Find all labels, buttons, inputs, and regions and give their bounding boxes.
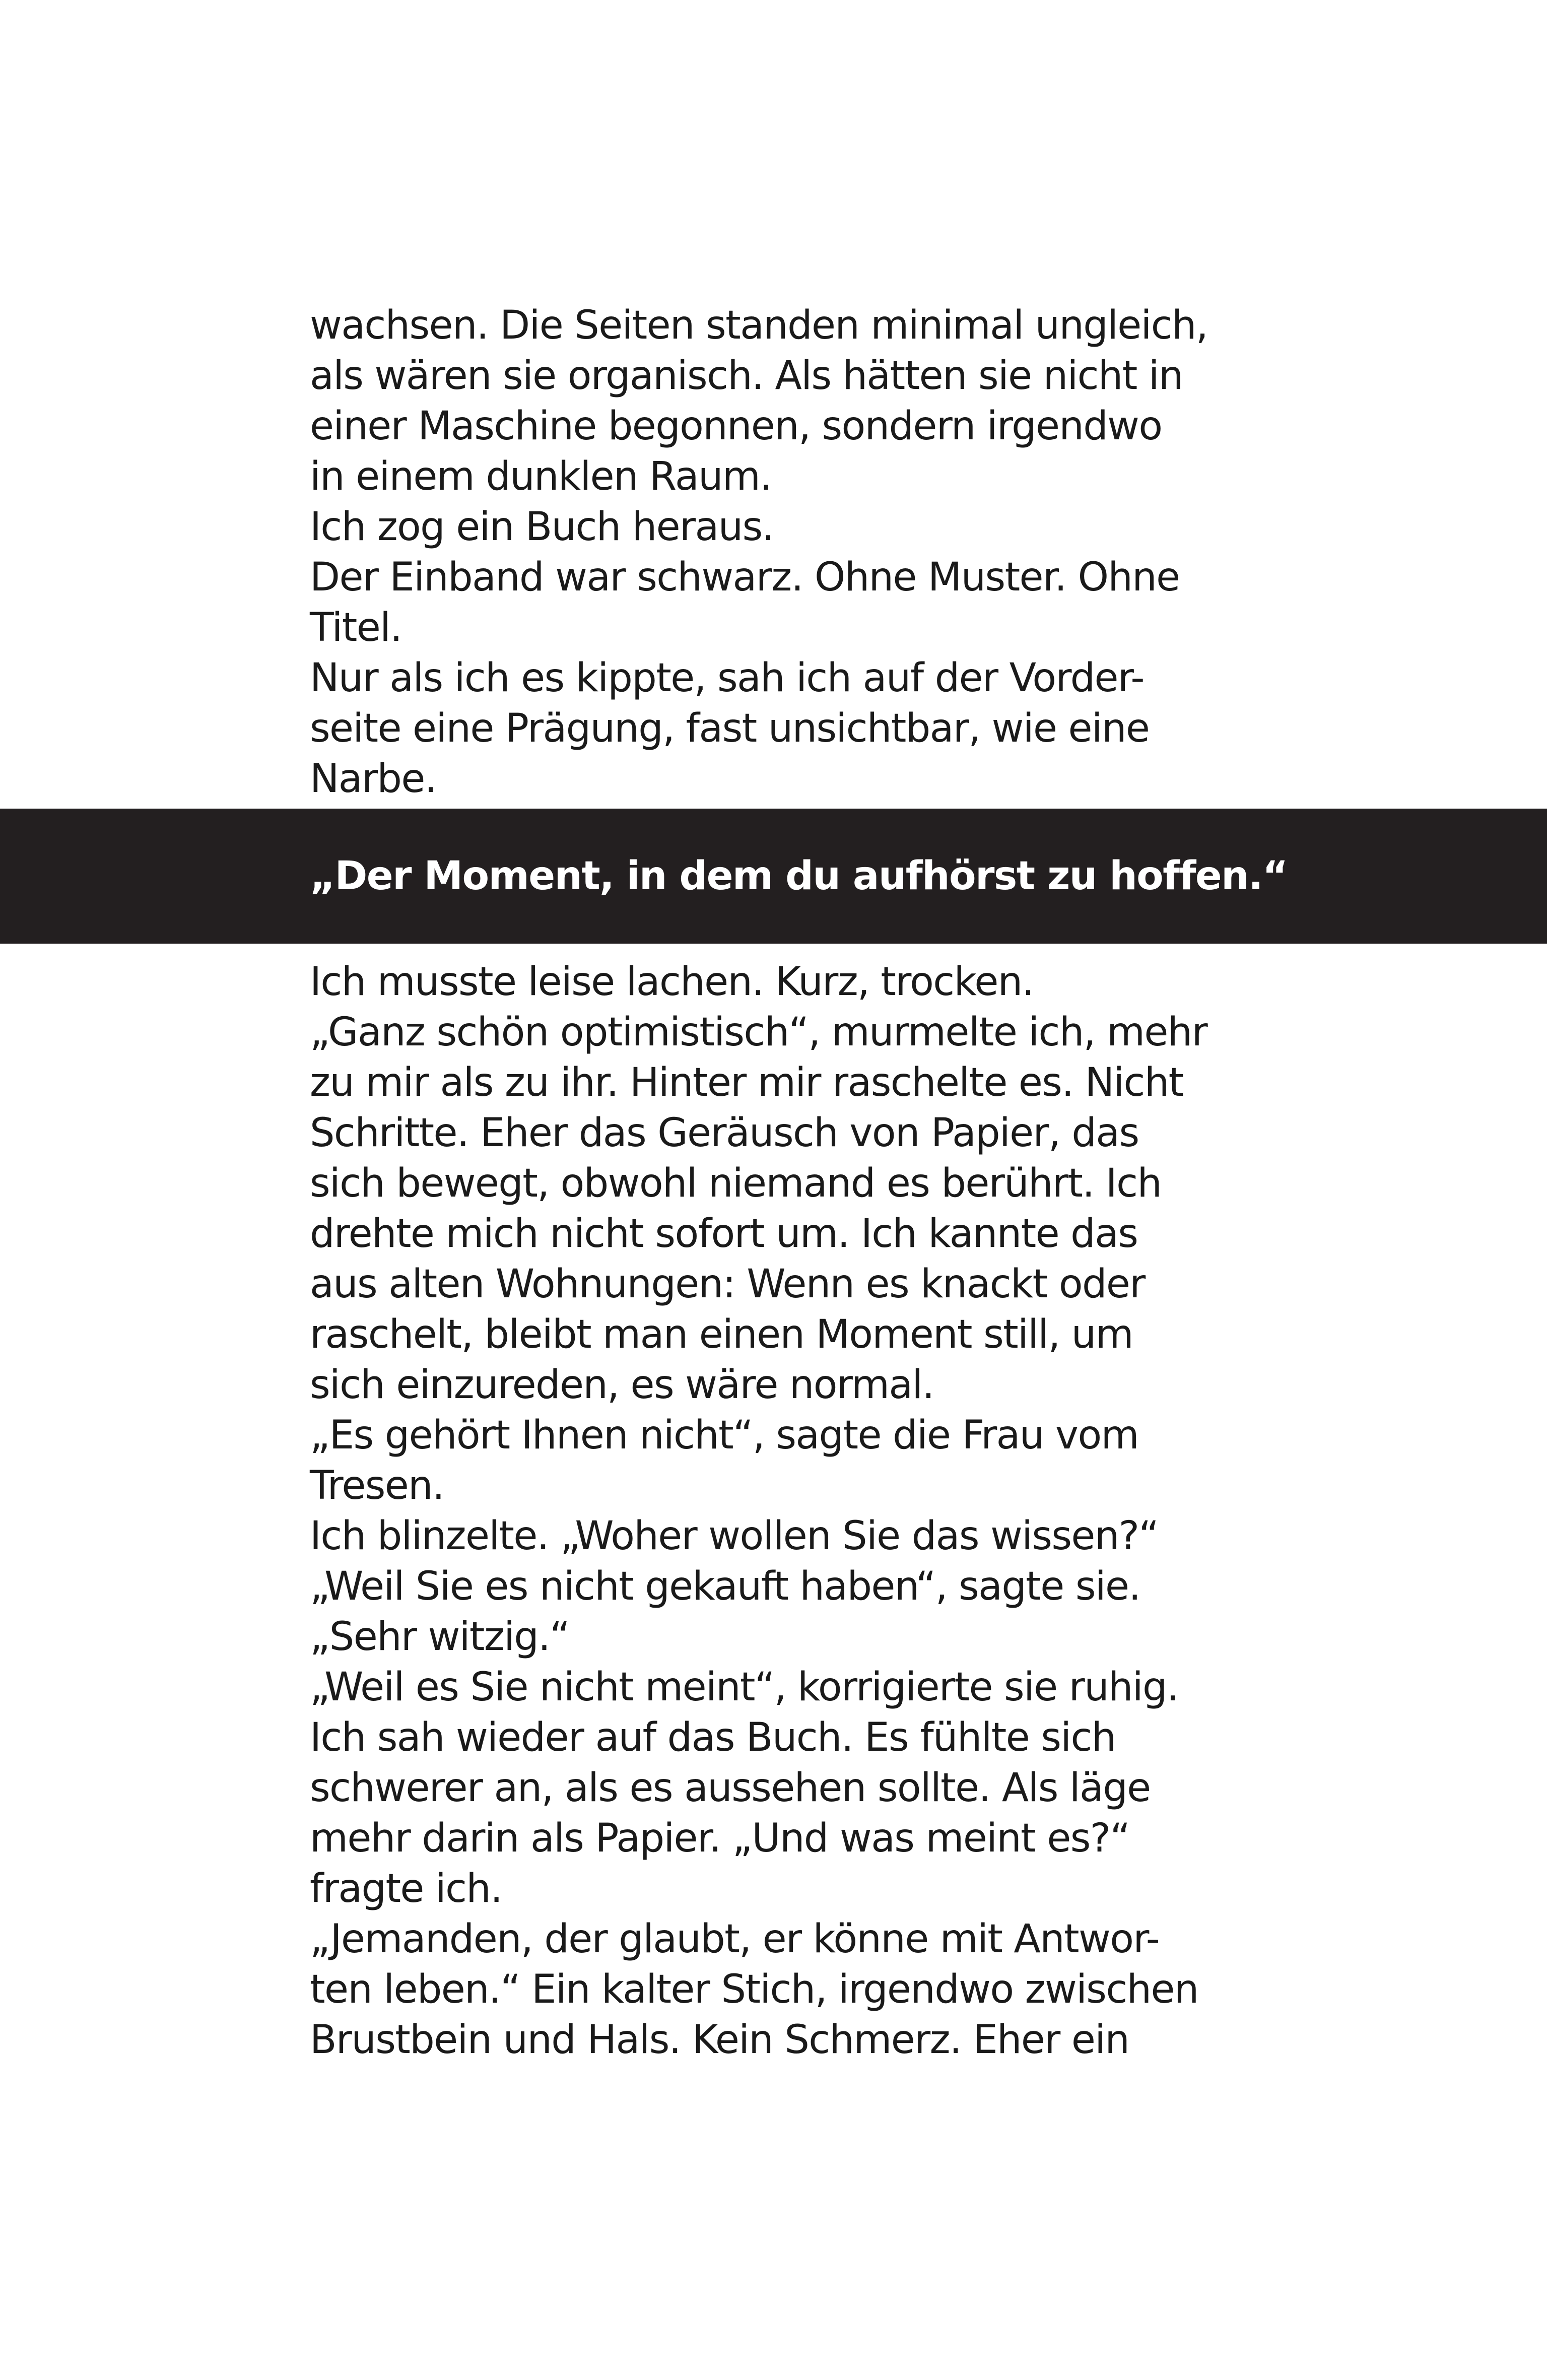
text-line: „Jemanden, der glaubt, er könne mit Antwor- — [310, 1916, 1160, 1962]
pull-quote: „Der Moment, in dem du aufhörst zu hoffen.“ — [310, 853, 1288, 899]
text-line: einer Maschine begonnen, sondern irgendwo — [310, 404, 1162, 449]
text-line: Tresen. — [310, 1463, 444, 1508]
text-line: fragte ich. — [310, 1866, 502, 1911]
body-text-bottom — [310, 957, 1267, 2065]
quote-band — [0, 809, 1547, 944]
text-line: „Sehr witzig.“ — [310, 1614, 570, 1660]
text-line: Brustbein und Hals. Kein Schmerz. Eher ein — [310, 2017, 1129, 2063]
text-line: sich bewegt, obwohl niemand es berührt. Ich — [310, 1161, 1162, 1206]
text-line: Nur als ich es kippte, sah ich auf der Vorder- — [310, 655, 1144, 701]
text-line: Titel. — [310, 605, 402, 650]
text-line: Ich blinzelte. „Woher wollen Sie das wissen?“ — [310, 1513, 1159, 1559]
body-text-top — [310, 300, 1267, 804]
text-line: „Es gehört Ihnen nicht“, sagte die Frau vom — [310, 1413, 1138, 1458]
text-line: Narbe. — [310, 756, 436, 802]
text-line: drehte mich nicht sofort um. Ich kannte das — [310, 1211, 1138, 1257]
text-line: raschelt, bleibt man einen Moment still, um — [310, 1312, 1133, 1357]
text-line: als wären sie organisch. Als hätten sie nicht in — [310, 353, 1183, 399]
text-line: sich einzureden, es wäre normal. — [310, 1362, 934, 1408]
text-line: zu mir als zu ihr. Hinter mir raschelte es. Nicht — [310, 1060, 1183, 1105]
text-line: wachsen. Die Seiten standen minimal ungleich, — [310, 303, 1208, 348]
text-line: Ich zog ein Buch heraus. — [310, 504, 774, 550]
text-line: aus alten Wohnungen: Wenn es knackt oder — [310, 1262, 1145, 1307]
text-line: in einem dunklen Raum. — [310, 454, 772, 499]
text-line: „Ganz schön optimistisch“, murmelte ich, mehr — [310, 1010, 1207, 1055]
text-line: „Weil es Sie nicht meint“, korrigierte sie ruhig. — [310, 1665, 1179, 1710]
text-line: Der Einband war schwarz. Ohne Muster. Ohne — [310, 555, 1180, 600]
text-line: „Weil Sie es nicht gekauft haben“, sagte sie. — [310, 1564, 1140, 1609]
text-line: Ich musste leise lachen. Kurz, trocken. — [310, 959, 1034, 1005]
text-line: mehr darin als Papier. „Und was meint es?“ — [310, 1816, 1130, 1861]
text-line: Ich sah wieder auf das Buch. Es fühlte sich — [310, 1715, 1116, 1760]
text-line: seite eine Prägung, fast unsichtbar, wie eine — [310, 706, 1150, 751]
text-line: ten leben.“ Ein kalter Stich, irgendwo zwischen — [310, 1967, 1198, 2012]
text-line: Schritte. Eher das Geräusch von Papier, das — [310, 1110, 1139, 1156]
text-line: schwerer an, als es aussehen sollte. Als läge — [310, 1765, 1151, 1811]
